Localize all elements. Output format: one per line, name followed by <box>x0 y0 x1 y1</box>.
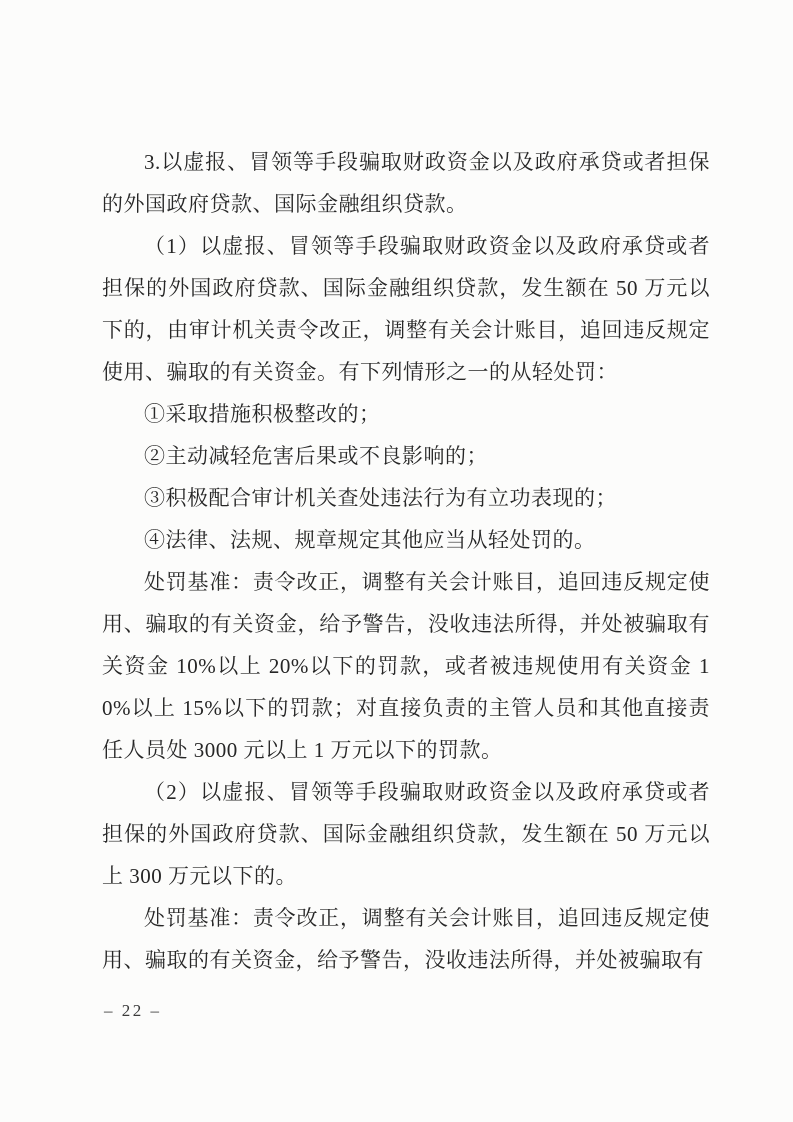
paragraph-penalty-benchmark-1: 处罚基准：责令改正，调整有关会计账目，追回违反规定使用、骗取的有关资金，给予警告，没收违法所得，并处被骗取有关资金 10%以上 20%以下的罚款，或者被违规使用有关资金 10%以上 15%以下的罚款；对直接负责的主管人员和其他直接责任人员处 3000 元以上 1 万元以下的罚款。 <box>102 570 710 762</box>
paragraph-mitigating-item-3: ③积极配合审计机关查处违法行为有立功表现的； <box>144 486 617 510</box>
document-body <box>102 141 710 981</box>
paragraph-section-3-heading: 3.以虚报、冒领等手段骗取财政资金以及政府承贷或者担保的外国政府贷款、国际金融组织贷款。 <box>102 150 710 216</box>
page-number: – 22 – <box>104 1001 162 1020</box>
paragraph-clause-2: （2）以虚报、冒领等手段骗取财政资金以及政府承贷或者担保的外国政府贷款、国际金融组织贷款，发生额在 50 万元以上 300 万元以下的。 <box>102 780 710 888</box>
paragraph-mitigating-item-2: ②主动减轻危害后果或不良影响的； <box>144 444 488 468</box>
paragraph-mitigating-item-1: ①采取措施积极整改的； <box>144 402 381 426</box>
paragraph-mitigating-item-4: ④法律、法规、规章规定其他应当从轻处罚的。 <box>144 528 596 552</box>
paragraph-penalty-benchmark-2: 处罚基准：责令改正，调整有关会计账目，追回违反规定使用、骗取的有关资金，给予警告，没收违法所得，并处被骗取有 <box>102 906 710 972</box>
paragraph-clause-1: （1）以虚报、冒领等手段骗取财政资金以及政府承贷或者担保的外国政府贷款、国际金融组织贷款，发生额在 50 万元以下的，由审计机关责令改正，调整有关会计账目，追回违反规定使用、骗取的有关资金。有下列情形之一的从轻处罚： <box>102 234 710 384</box>
